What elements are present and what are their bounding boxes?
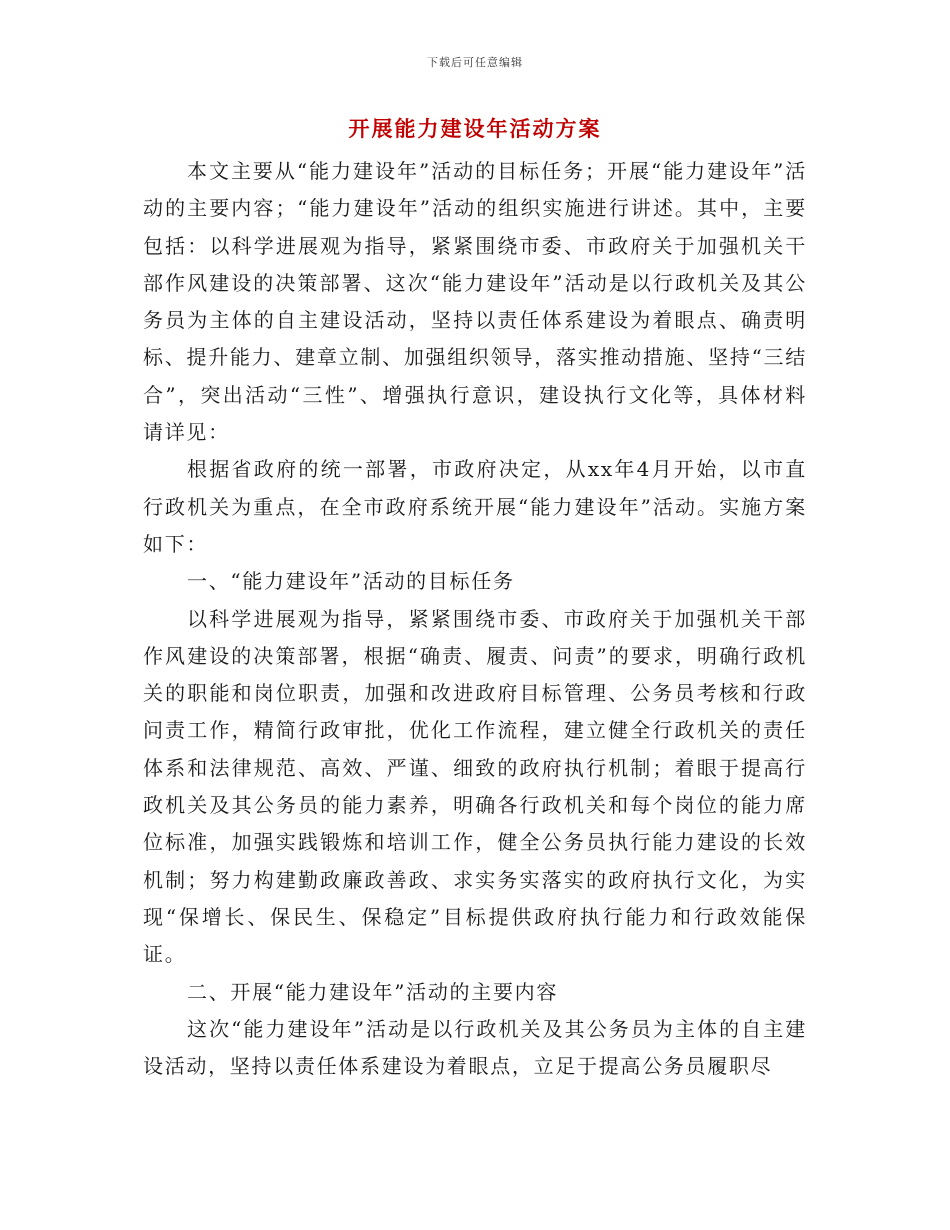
section-heading-goals: 一、“能力建设年”活动的目标任务 — [187, 569, 515, 594]
deployment-paragraph: 根据省政府的统一部署，市政府决定，从xx年4月开始，以市直行政机关为重点，在全市政府系统开展“能力建设年”活动。实施方案如下： — [143, 457, 807, 556]
intro-summary-paragraph: 本文主要从“能力建设年”活动的目标任务；开展“能力建设年”活动的主要内容；“能力建设年”活动的组织实施进行讲述。其中，主要包括：以科学进展观为指导，紧紧围绕市委、市政府关于加强机关干部作风建设的决策部署、这次“能力建设年”活动是以行政机关及其公务员为主体的自主建设活动，坚持以责任体系建设为着眼点、确责明标、提升能力、建章立制、加强组织领导，落实推动措施、坚持“三结合”，突出活动“三性”、增强执行意识，建设执行文化等，具体材料请详见： — [143, 159, 807, 445]
goals-paragraph: 以科学进展观为指导，紧紧围绕市委、市政府关于加强机关干部作风建设的决策部署，根据“确责、履责、问责”的要求，明确行政机关的职能和岗位职责，加强和改进政府目标管理、公务员考核和行政问责工作，精简行政审批，优化工作流程，建立健全行政机关的责任体系和法律规范、高效、严谨、细致的政府执行机制；着眼于提高行政机关及其公务员的能力素养，明确各行政机关和每个岗位的能力席位标准，加强实践锻炼和培训工作，健全公务员执行能力建设的长效机制；努力构建勤政廉政善政、求实务实落实的政府执行文化，为实现“保增长、保民生、保稳定”目标提供政府执行能力和行政效能保证。 — [143, 606, 807, 967]
document-body — [143, 153, 807, 1085]
document-title: 开展能力建设年活动方案 — [348, 116, 602, 141]
page-header-note: 下载后可任意编辑 — [427, 56, 523, 69]
content-paragraph: 这次“能力建设年”活动是以行政机关及其公务员为主体的自主建设活动，坚持以责任体系建设为着眼点，立足于提高公务员履职尽 — [143, 1016, 807, 1079]
section-heading-content: 二、开展“能力建设年”活动的主要内容 — [187, 979, 559, 1004]
